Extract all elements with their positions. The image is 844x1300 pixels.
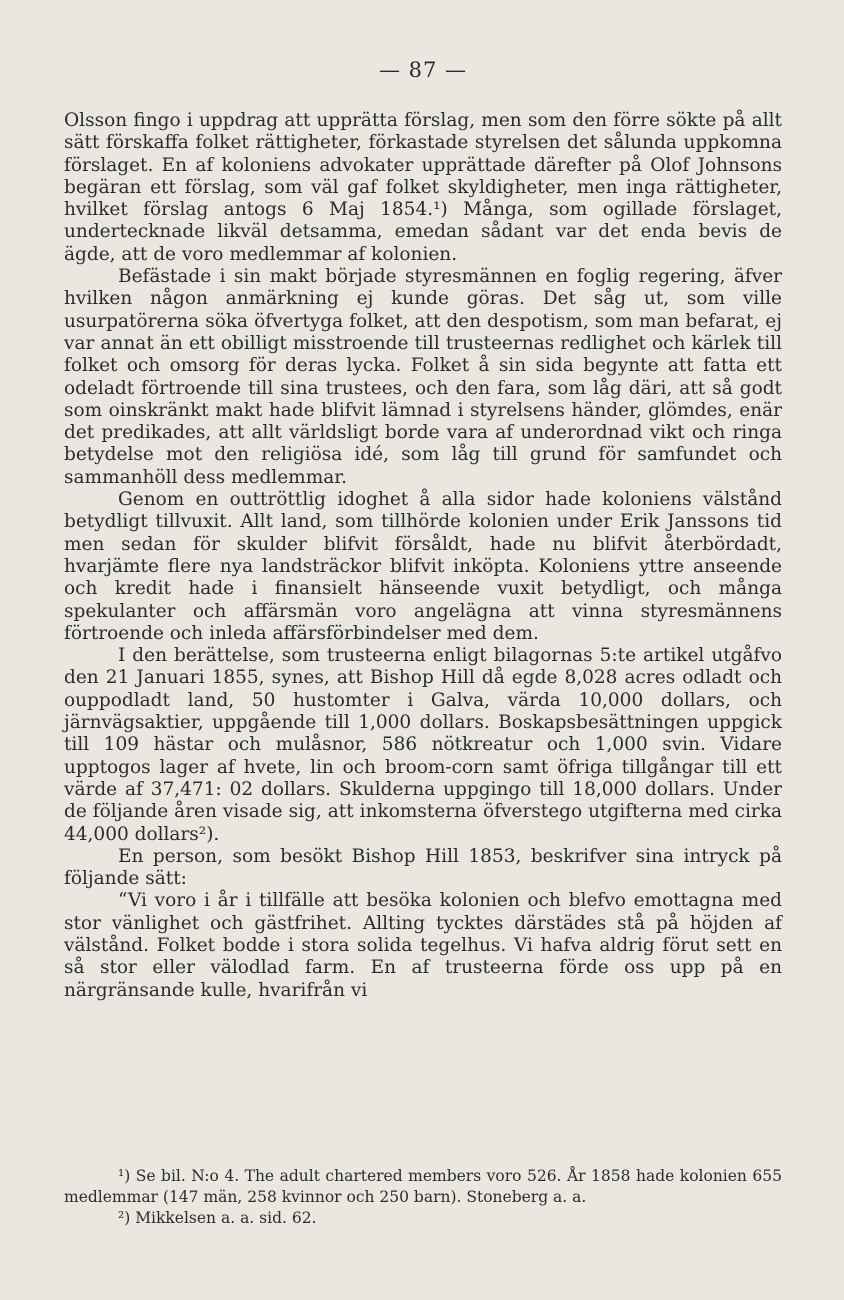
paragraph-2: Befästade i sin makt började styresmännen en foglig regering, äfver hvilken någon anmärkning ej kunde göras. Det såg ut, som ville usurpatörerna söka öfvertyga folket, att den despotism, som man befarat, ej var annat än ett obilligt misstroende till trusteernas redlighet och kärlek till folket och omsorg för deras lycka. Folket å sin sida begynte att fatta ett odeladt förtroende till sina trustees, och den fara, som låg däri, att så godt som oinskränkt makt hade blifvit lämnad i styrelsens händer, glömdes, enär det predikades, att allt världsligt borde vara af underordnad vikt och ringa betydelse mot den religiösa idé, som låg till grund för samfundet och sammanhöll dess medlemmar.: [64, 266, 782, 488]
page-number: — 87 —: [378, 58, 468, 82]
paragraph-6-quote: “Vi voro i år i tillfälle att besöka kolonien och blefvo emottagna med stor vänlighet och gästfrihet. Allting tycktes därstädes stå på höjden af välstånd. Folket bodde i stora solida tegelhus. Vi hafva aldrig förut sett en så stor eller välodlad farm. En af trusteerna förde oss upp på en närgränsande kulle, hvarifrån vi: [64, 890, 782, 1001]
body-text: [64, 110, 782, 1002]
paragraph-1: Olsson fingo i uppdrag att upprätta förslag, men som den förre sökte på allt sätt förskaffa folket rättigheter, förkastade styrelsen det sålunda uppkomna förslaget. En af koloniens advokater upprättade därefter på Olof Johnsons begäran ett förslag, som väl gaf folket skyldigheter, men inga rättigheter, hvilket förslag antogs 6 Maj 1854.¹) Många, som ogillade förslaget, undertecknade likväl detsamma, emedan sådant var det enda bevis de ägde, att de voro medlemmar af kolonien.: [64, 110, 782, 265]
paragraph-4: I den berättelse, som trusteerna enligt bilagornas 5:te artikel utgåfvo den 21 Januari 1855, synes, att Bishop Hill då egde 8,028 acres odladt och ouppodladt land, 50 hustomter i Galva, värda 10,000 dollars, och järnvägsaktier, uppgående till 1,000 dollars. Boskapsbesättningen uppgick till 109 hästar och mulåsnor, 586 nötkreatur och 1,000 svin. Vidare upptogos lager af hvete, lin och broom-corn samt öfriga tillgångar till ett värde af 37,471: 02 dollars. Skulderna uppgingo till 18,000 dollars. Under de följande åren visade sig, att inkomsterna öfverstego utgifterna med cirka 44,000 dollars²).: [64, 645, 782, 845]
paragraph-5: En person, som besökt Bishop Hill 1853, beskrifver sina intryck på följande sätt:: [64, 845, 782, 890]
footnote-1: ¹) Se bil. N:o 4. The adult chartered members voro 526. År 1858 hade kolonien 655 medlemmar (147 män, 258 kvinnor och 250 barn). Stoneberg a. a.: [64, 1167, 782, 1206]
footnotes: [64, 1166, 782, 1229]
paragraph-3: Genom en outtröttlig idoghet å alla sidor hade koloniens välstånd betydligt tillvuxit. Allt land, som tillhörde kolonien under Erik Janssons tid men sedan för skulder blifvit försåldt, hade nu blifvit återbördadt, hvarjämte flere nya landsträckor blifvit inköpta. Koloniens yttre anseende och kredit hade i finansielt hänseende vuxit betydligt, och många spekulanter och affärsmän voro angelägna att vinna styresmännens förtroende och inleda affärsförbindelser med dem.: [64, 489, 782, 644]
footnote-2: ²) Mikkelsen a. a. sid. 62.: [118, 1209, 317, 1227]
